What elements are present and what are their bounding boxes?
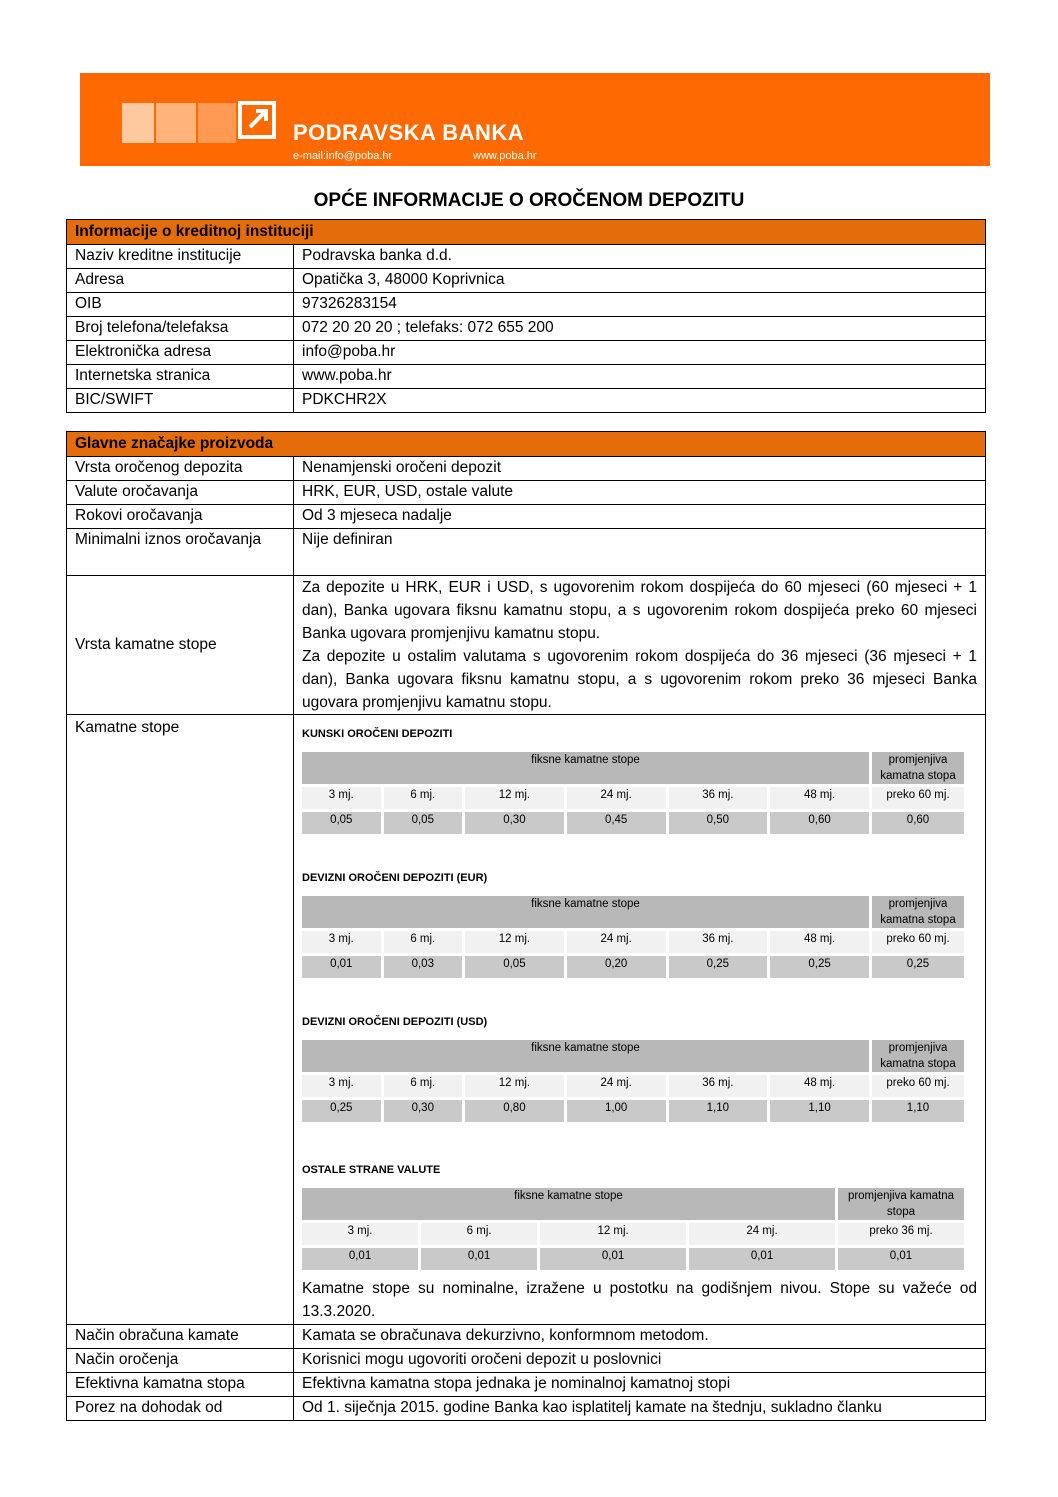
- rate-value: 0,25: [770, 956, 869, 978]
- logo-stripe: [156, 103, 196, 143]
- variable-rate-header: promjenjiva kamatna stopa: [872, 1040, 964, 1072]
- term-cell: 24 mj.: [689, 1223, 835, 1245]
- bank-website: www.poba.hr: [473, 150, 537, 162]
- term-cell: preko 36 mj.: [838, 1223, 964, 1245]
- row-label: Način obračuna kamate: [67, 1325, 294, 1349]
- term-cell: 24 mj.: [567, 1075, 666, 1097]
- row-label: Internetska stranica: [67, 365, 294, 389]
- table-row: [67, 529, 986, 576]
- term-cell: 48 mj.: [770, 787, 869, 809]
- term-cell: 24 mj.: [567, 931, 666, 953]
- rate-table-title: OSTALE STRANE VALUTE: [302, 1164, 441, 1176]
- table-row: [67, 505, 986, 529]
- rate-value: 1,10: [669, 1100, 768, 1122]
- table-row: [67, 715, 986, 1325]
- rate-value: 0,20: [567, 956, 666, 978]
- row-value: Kamata se obračunava dekurzivno, konformnom metodom.: [294, 1325, 986, 1349]
- row-value: Efektivna kamatna stopa jednaka je nominalnoj kamatnoj stopi: [294, 1373, 986, 1397]
- row-value: Od 3 mjeseca nadalje: [294, 505, 986, 529]
- rate-value: 0,30: [384, 1100, 463, 1122]
- term-cell: 48 mj.: [770, 931, 869, 953]
- table-row: [67, 317, 986, 341]
- rate-value: 0,01: [838, 1248, 964, 1270]
- rates-note: Kamatne stope su nominalne, izražene u postotku na godišnjem nivou. Stope su važeće od 13.3.2020.: [302, 1280, 977, 1320]
- variable-rate-header: promjenjiva kamatna stopa: [838, 1188, 964, 1220]
- rate-table-other: [299, 1185, 967, 1273]
- row-value: 072 20 20 20 ; telefaks: 072 655 200: [294, 317, 986, 341]
- term-cell: 12 mj.: [465, 931, 564, 953]
- rate-value: 0,05: [384, 812, 463, 834]
- term-cell: 3 mj.: [302, 1075, 381, 1097]
- row-label: Valute oročavanja: [67, 481, 294, 505]
- bank-name: PODRAVSKA BANKA: [293, 120, 525, 145]
- row-label: Minimalni iznos oročavanja: [67, 529, 294, 576]
- rate-value: 0,01: [421, 1248, 537, 1270]
- rate-value: 0,03: [384, 956, 463, 978]
- term-cell: preko 60 mj.: [872, 787, 964, 809]
- rate-table-title: DEVIZNI OROČENI DEPOZITI (USD): [302, 1016, 488, 1028]
- term-cell: preko 60 mj.: [872, 1075, 964, 1097]
- document-title: OPĆE INFORMACIJE O OROČENOM DEPOZITU: [313, 190, 745, 211]
- term-cell: 3 mj.: [302, 1223, 418, 1245]
- row-label: Adresa: [67, 269, 294, 293]
- rate-block-usd: [302, 1011, 977, 1125]
- table-row: [67, 245, 986, 269]
- term-cell: preko 60 mj.: [872, 931, 964, 953]
- interest-rates-cell: [294, 715, 986, 1325]
- row-value: PDKCHR2X: [294, 389, 986, 413]
- table-row: [67, 1397, 986, 1421]
- fixed-rate-header: fiksne kamatne stope: [302, 1040, 869, 1072]
- row-label: Elektronička adresa: [67, 341, 294, 365]
- row-value: Od 1. siječnja 2015. godine Banka kao isplatitelj kamate na štednju, sukladno članku: [294, 1397, 986, 1421]
- rate-block-hrk: [302, 723, 977, 837]
- table-row: [67, 269, 986, 293]
- table-row: [67, 389, 986, 413]
- rate-value: 0,50: [669, 812, 768, 834]
- row-label: Broj telefona/telefaksa: [67, 317, 294, 341]
- row-label: OIB: [67, 293, 294, 317]
- bank-logo-icon: [238, 101, 276, 139]
- interest-type-text-1: Za depozite u HRK, EUR i USD, s ugovorenim rokom dospijeća do 60 mjeseci (60 mjeseci + 1 dan), Banka ugovara fiksnu kamatnu stopu, a s ugovorenim rokom dospijeća preko 60 mjeseci Banka ugovara promjenjivu kamatnu stopu.: [302, 579, 977, 642]
- rate-table-title: DEVIZNI OROČENI DEPOZITI (EUR): [302, 872, 488, 884]
- row-label: Vrsta kamatne stope: [67, 576, 294, 715]
- row-label: Efektivna kamatna stopa: [67, 1373, 294, 1397]
- term-cell: 48 mj.: [770, 1075, 869, 1097]
- rate-table-usd: [299, 1037, 967, 1125]
- rate-value: 0,45: [567, 812, 666, 834]
- variable-rate-header: promjenjiva kamatna stopa: [872, 752, 964, 784]
- term-cell: 12 mj.: [465, 787, 564, 809]
- term-cell: 6 mj.: [384, 787, 463, 809]
- row-label: BIC/SWIFT: [67, 389, 294, 413]
- rate-value: 0,05: [465, 956, 564, 978]
- institution-info-table: [66, 219, 986, 413]
- rate-value: 0,25: [302, 1100, 381, 1122]
- row-value: Nenamjenski oročeni depozit: [294, 457, 986, 481]
- rate-block-eur: [302, 867, 977, 981]
- logo-stripe: [122, 103, 154, 143]
- term-cell: 6 mj.: [384, 931, 463, 953]
- rate-value: 0,25: [872, 956, 964, 978]
- interest-type-text-2: Za depozite u ostalim valutama s ugovorenim rokom dospijeća do 36 mjeseci (36 mjeseci + 1 dan), Banka ugovara fiksnu kamatnu stopu, a s ugovorenim rokom preko 36 mjeseci Banka ugovara promjenjivu kamatnu stopu.: [302, 648, 977, 711]
- row-label: Naziv kreditne institucije: [67, 245, 294, 269]
- row-label: Porez na dohodak od: [67, 1397, 294, 1421]
- term-cell: 3 mj.: [302, 931, 381, 953]
- term-cell: 36 mj.: [669, 931, 768, 953]
- term-cell: 24 mj.: [567, 787, 666, 809]
- table-row: [67, 576, 986, 715]
- bank-header-banner: [80, 73, 990, 166]
- rate-value: 0,01: [689, 1248, 835, 1270]
- row-value: [294, 576, 986, 715]
- fixed-rate-header: fiksne kamatne stope: [302, 752, 869, 784]
- term-cell: 36 mj.: [669, 787, 768, 809]
- fixed-rate-header: fiksne kamatne stope: [302, 1188, 835, 1220]
- rate-value: 1,10: [872, 1100, 964, 1122]
- row-value: www.poba.hr: [294, 365, 986, 389]
- rate-table-eur: [299, 893, 967, 981]
- rate-table-hrk: [299, 749, 967, 837]
- table-row: [67, 1349, 986, 1373]
- product-features-table: [66, 431, 986, 1421]
- table-row: [67, 1325, 986, 1349]
- table-row: [67, 341, 986, 365]
- row-value: 97326283154: [294, 293, 986, 317]
- row-value: Korisnici mogu ugovoriti oročeni depozit u poslovnici: [294, 1349, 986, 1373]
- variable-rate-header: promjenjiva kamatna stopa: [872, 896, 964, 928]
- row-label: Način oročenja: [67, 1349, 294, 1373]
- section-heading: Glavne značajke proizvoda: [67, 432, 986, 457]
- rate-value: 0,01: [302, 1248, 418, 1270]
- table-row: [67, 293, 986, 317]
- row-value: Podravska banka d.d.: [294, 245, 986, 269]
- row-value: HRK, EUR, USD, ostale valute: [294, 481, 986, 505]
- rate-value: 0,80: [465, 1100, 564, 1122]
- term-cell: 6 mj.: [421, 1223, 537, 1245]
- fixed-rate-header: fiksne kamatne stope: [302, 896, 869, 928]
- row-value: Opatička 3, 48000 Koprivnica: [294, 269, 986, 293]
- rate-value: 0,01: [302, 956, 381, 978]
- term-cell: 12 mj.: [540, 1223, 686, 1245]
- rate-value: 0,01: [540, 1248, 686, 1270]
- rate-value: 0,30: [465, 812, 564, 834]
- table-row: [67, 1373, 986, 1397]
- rate-value: 1,00: [567, 1100, 666, 1122]
- row-value: info@poba.hr: [294, 341, 986, 365]
- rate-value: 0,60: [872, 812, 964, 834]
- row-label: Vrsta oročenog depozita: [67, 457, 294, 481]
- logo-stripe: [198, 103, 236, 143]
- section-heading: Informacije o kreditnoj instituciji: [67, 220, 986, 245]
- rate-block-other: [302, 1159, 977, 1273]
- row-label: Kamatne stope: [67, 715, 294, 1325]
- rate-value: 1,10: [770, 1100, 869, 1122]
- rate-value: 0,25: [669, 956, 768, 978]
- term-cell: 36 mj.: [669, 1075, 768, 1097]
- term-cell: 6 mj.: [384, 1075, 463, 1097]
- rate-table-title: KUNSKI OROČENI DEPOZITI: [302, 728, 453, 740]
- table-row: [67, 457, 986, 481]
- table-row: [67, 481, 986, 505]
- rate-value: 0,60: [770, 812, 869, 834]
- bank-email: e-mail:info@poba.hr: [293, 150, 393, 162]
- row-value: Nije definiran: [294, 529, 986, 576]
- term-cell: 12 mj.: [465, 1075, 564, 1097]
- table-row: [67, 365, 986, 389]
- rate-value: 0,05: [302, 812, 381, 834]
- term-cell: 3 mj.: [302, 787, 381, 809]
- row-label: Rokovi oročavanja: [67, 505, 294, 529]
